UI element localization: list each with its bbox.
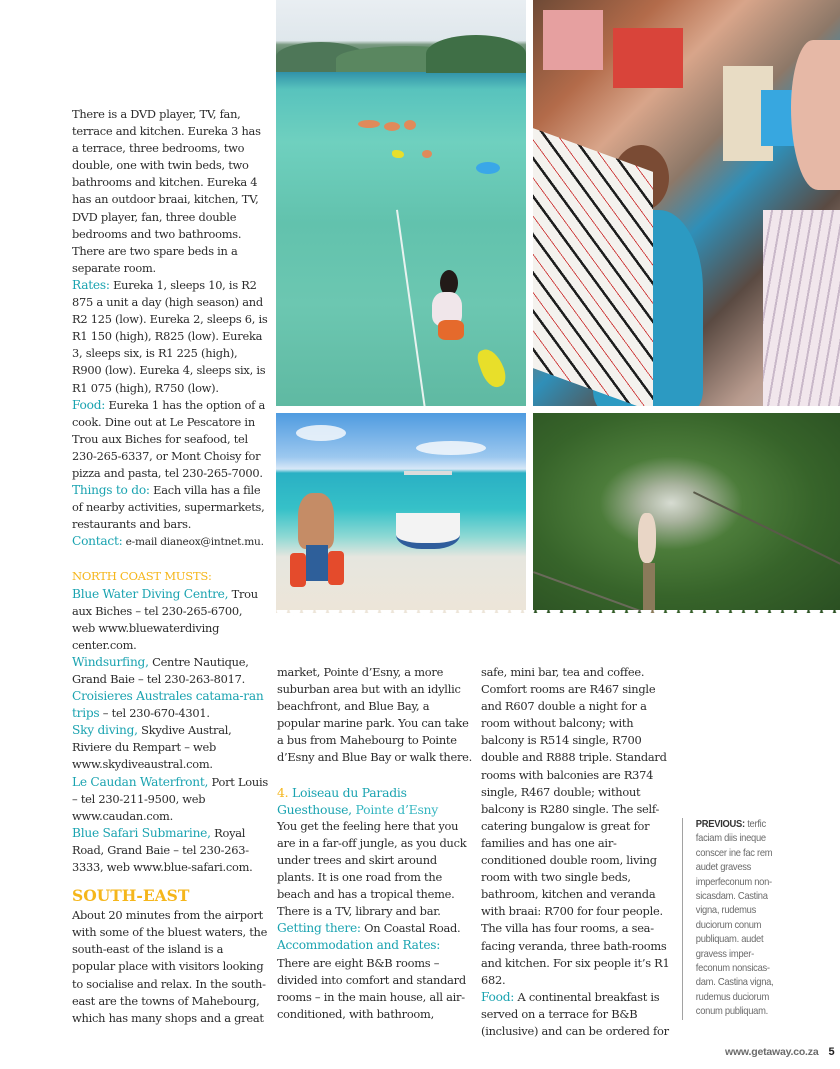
must-item: Windsurfing, Centre Nautique, Grand Baie – tel 230-263-8017. bbox=[72, 654, 249, 686]
food-label: Food: bbox=[72, 397, 106, 412]
listing-location: Pointe d’Esny bbox=[351, 801, 439, 817]
article-column-3 bbox=[481, 664, 677, 1040]
things-paragraph: Things to do: Each villa has a file of nearby activities, supermarkets, restaurants and bars. bbox=[72, 483, 265, 532]
checked-scarf bbox=[533, 128, 653, 406]
boat-roof bbox=[404, 471, 452, 475]
getting-there-label: Getting there: bbox=[277, 921, 361, 936]
must-item: Blue Safari Submarine, Royal Road, Grand Baie – tel 230-263-3333, web www.blue-safari.com. bbox=[72, 825, 253, 875]
mountain-shape bbox=[426, 35, 526, 73]
article-column-2 bbox=[277, 664, 473, 1023]
photo-rope-bridge bbox=[533, 413, 840, 613]
south-east-paragraph: About 20 minutes from the airport with some of the bluest waters, the south-east of the island is a popular place with visitors looking to socialise and relax. In the south-east are the towns of Mahebourg, which has many shops and a great bbox=[72, 908, 268, 1025]
food-paragraph: Food: Eureka 1 has the option of a cook. Dine out at Le Pescatore in Trou aux Biches for seafood, tel 230-265-6337, or Mont Choisy for pizza and pasta, tel 230-265-7000. bbox=[72, 397, 266, 480]
cloud bbox=[296, 425, 346, 441]
spacer bbox=[72, 876, 268, 885]
boat bbox=[396, 513, 460, 549]
things-label: Things to do: bbox=[72, 483, 150, 498]
man-body bbox=[298, 493, 334, 549]
fin bbox=[476, 162, 500, 174]
previous-sidebar-note bbox=[682, 818, 774, 1020]
photo-snorkelling-lagoon bbox=[276, 0, 526, 406]
food-paragraph: Food: A continental breakfast is served on a terrace for B&B (inclusive) and can be ordered for bbox=[481, 989, 669, 1038]
contact-label: Contact: bbox=[72, 534, 123, 549]
footer-url-link[interactable]: www.getaway.co.za bbox=[725, 1046, 819, 1058]
rates-paragraph: Rates: Eureka 1, sleeps 10, is R2 875 a unit a day (high season) and R2 125 (low). Eureka 2, sleeps 6, is R1 150 (high), R825 (low). Eureka 3, sleeps six, is R1 225 (high), R900 (low). Eureka 4, sleeps six, is R1 075 (high), R750 (low). bbox=[72, 277, 268, 395]
accommodation-label: Accommodation and Rates: bbox=[277, 938, 441, 953]
photo-market-scarf bbox=[533, 0, 840, 406]
photo-beach-boat bbox=[276, 413, 526, 613]
must-item: Sky diving, Skydive Austral, Riviere du Rempart – web www.skydiveaustral.com. bbox=[72, 723, 232, 772]
listing-number: 4. bbox=[277, 784, 289, 800]
hanging-scarves bbox=[543, 10, 603, 70]
cloud bbox=[416, 441, 486, 455]
must-item: Le Caudan Waterfront, Port Louis – tel 230-211-9500, web www.caudan.com. bbox=[72, 774, 268, 823]
food-label: Food: bbox=[481, 989, 515, 1004]
continued-paragraph: safe, mini bar, tea and coffee. Comfort rooms are R467 single and R607 double a night for a room without balcony; with balcony is R514 single, R700 double and R888 triple. Standard rooms with balconies are R374 single, R467 double; without balcony is R280 single. The self-catering bungalow is great for families and has one air-conditioned double room, living room with two single beds, bathroom, kitchen and veranda with braai: R700 for four people. The villa has four rooms, a sea-facing veranda, three bath-rooms and kitchen. For six people it’s R1 682. bbox=[481, 665, 670, 987]
article-column-1 bbox=[72, 106, 268, 1027]
float bbox=[392, 150, 404, 158]
getting-there-paragraph: Getting there: On Coastal Road. bbox=[277, 921, 461, 936]
swimmer bbox=[404, 120, 416, 130]
north-coast-musts-title: NORTH COAST MUSTS: bbox=[72, 569, 212, 584]
intro-paragraph: There is a DVD player, TV, fan, terrace and kitchen. Eureka 3 has a terrace, three bedrooms, two double, one with twin beds, two bathrooms and kitchen. Eureka 4 has an outdoor braai, kitchen, TV, DVD player, fan, three double bedrooms and two bathrooms. There are two spare beds in a separate room. bbox=[72, 107, 261, 275]
swimmer bbox=[358, 120, 380, 128]
red-jerry-can bbox=[328, 551, 344, 585]
tourist-shirt bbox=[763, 210, 840, 406]
listing-heading bbox=[277, 784, 473, 818]
torn-paper-edge bbox=[276, 610, 840, 618]
fin bbox=[475, 345, 509, 390]
man-shorts bbox=[306, 545, 328, 581]
listing-paragraph: You get the feeling here that you are in a far-off jungle, as you duck under trees and skirt around plants. It is one road from the beach and has a tropical theme. There is a TV, library and bar. bbox=[277, 818, 467, 919]
spacer bbox=[72, 551, 268, 568]
swimmer bbox=[384, 122, 400, 131]
tourist-face bbox=[791, 40, 840, 190]
must-item: Blue Water Diving Centre, Trou aux Biches – tel 230-265-6700, web www.bluewaterdiving center.com. bbox=[72, 586, 258, 652]
red-jerry-can bbox=[290, 553, 306, 587]
must-item: Croisieres Australes catama-ran trips – tel 230-670-4301. bbox=[72, 689, 264, 721]
accommodation-paragraph: There are eight B&B rooms – divided into comfort and standard rooms – in the main house, all air-conditioned, with bathroom, bbox=[277, 955, 466, 1021]
continued-paragraph: market, Pointe d’Esny, a more suburban area but with an idyllic beachfront, and Blue Bay, a popular marine park. You can take a bus from Mahebourg to Pointe d’Esny and Blue Bay or walk there. bbox=[277, 665, 473, 765]
contact-paragraph: Contact: e-mail dianeox@intnet.mu. bbox=[72, 534, 264, 549]
page-number: 5 bbox=[828, 1046, 835, 1058]
hanging-scarves bbox=[613, 28, 683, 88]
girl-shorts bbox=[438, 320, 464, 340]
listing-name: Loiseau du Paradis Guesthouse, bbox=[277, 784, 407, 817]
section-title-south-east: SOUTH-EAST bbox=[72, 886, 190, 906]
spacer bbox=[277, 767, 473, 784]
swimmer bbox=[422, 150, 432, 158]
hiker bbox=[638, 513, 656, 563]
previous-text: terfic faciam diis ineque conscer ine fac rem audet gravess imperfeconum non-sicasdam. Castina vigna, rudemus duciorum conum publiquam. audet gravess imper-feconum nonsicas-dam. Castina vigna, rudemus duciorum conum publiquam. bbox=[695, 819, 774, 1018]
bridge-deck bbox=[643, 563, 655, 613]
bridge-rope bbox=[693, 491, 840, 598]
rope bbox=[396, 210, 426, 406]
page-footer bbox=[725, 1046, 834, 1058]
rates-label: Rates: bbox=[72, 277, 110, 292]
previous-label: PREVIOUS: bbox=[695, 819, 745, 830]
